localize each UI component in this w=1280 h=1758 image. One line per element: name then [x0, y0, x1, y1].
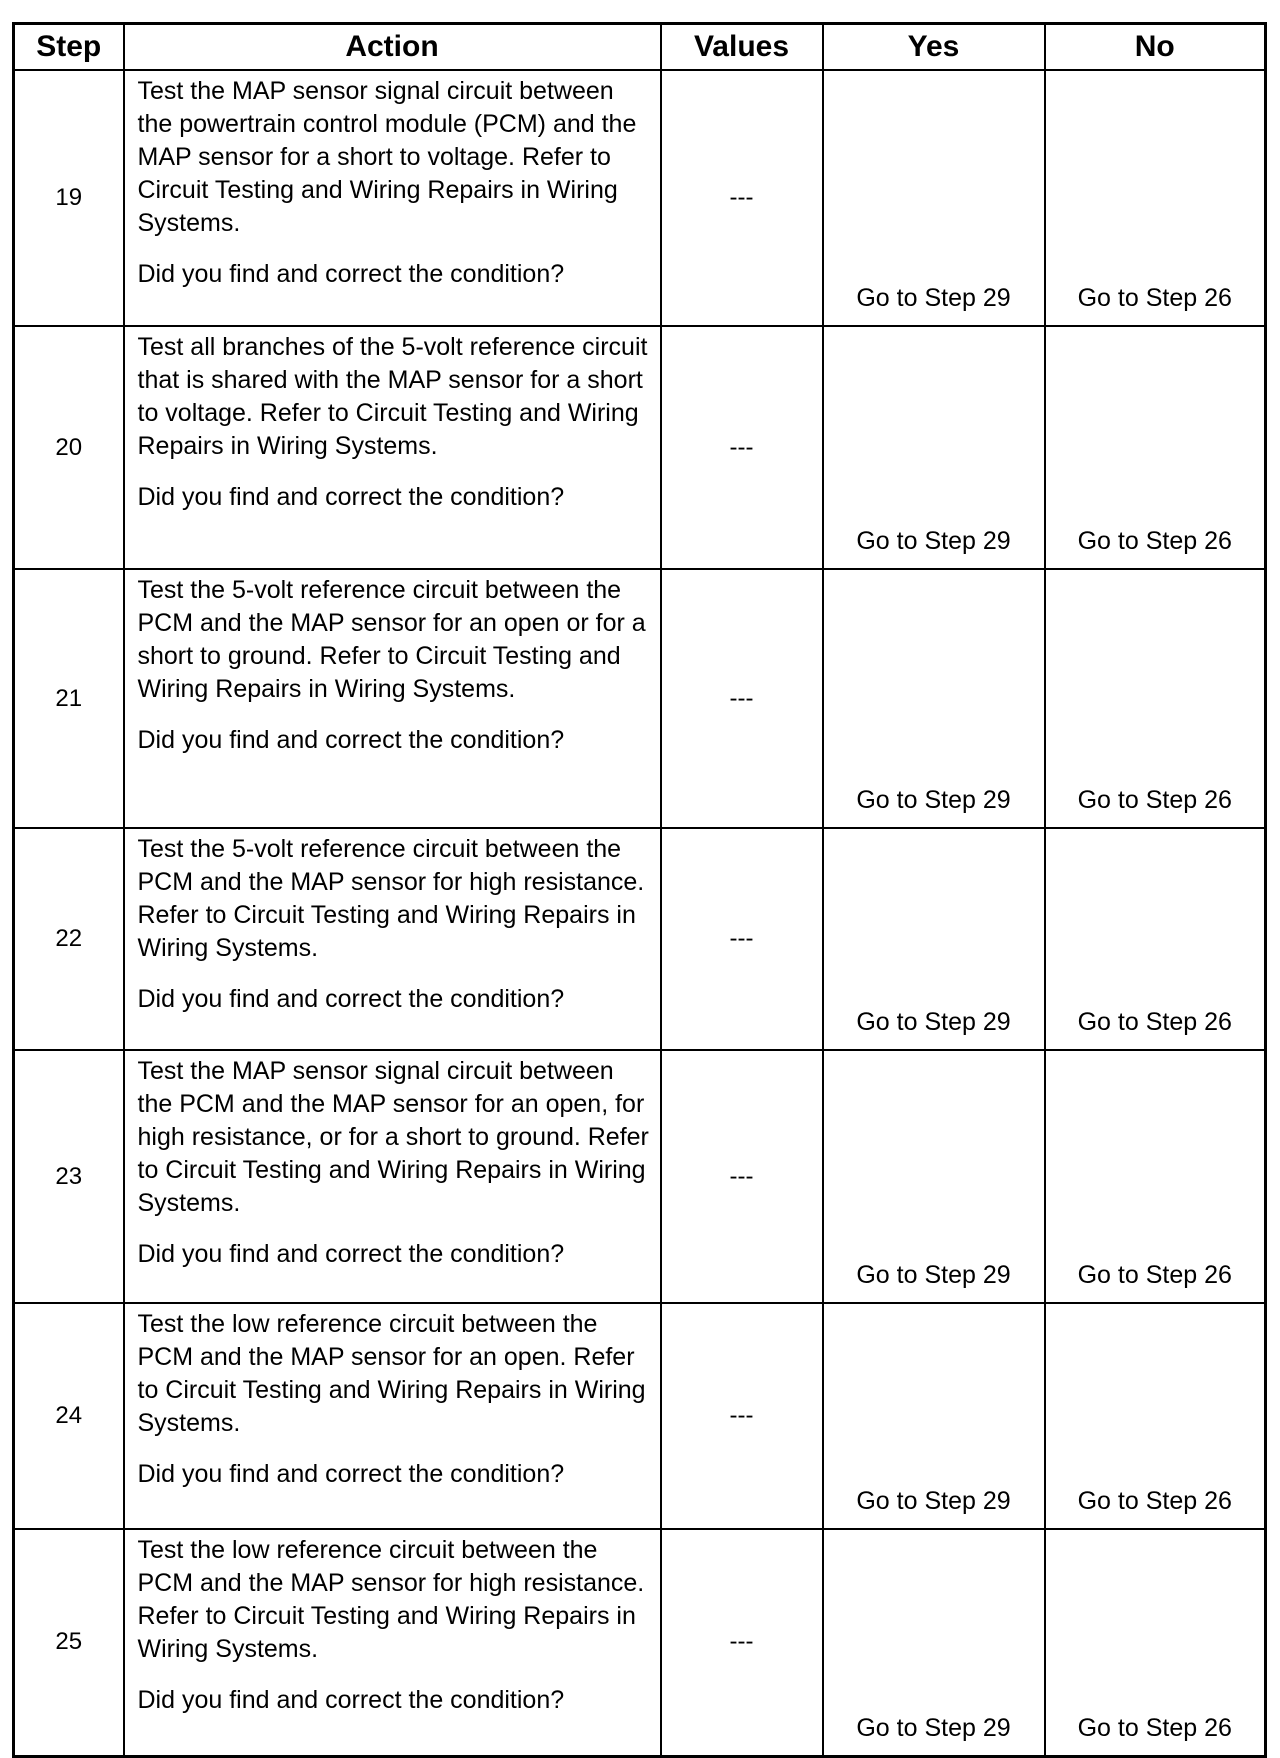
yes-cell: Go to Step 29	[823, 569, 1045, 828]
value-cell: ---	[661, 326, 823, 569]
step-number: 19	[14, 70, 124, 326]
header-row	[14, 24, 1266, 71]
action-question: Did you find and correct the condition?	[137, 1686, 565, 1714]
action-text: Test the low reference circuit between the PCM and the MAP sensor for high resistance. Refer to Circuit Testing and Wiring Repairs in Wiring Systems.	[137, 1536, 645, 1663]
action-question: Did you find and correct the condition?	[137, 260, 565, 288]
action-question: Did you find and correct the condition?	[137, 726, 565, 754]
step-number: 23	[14, 1050, 124, 1303]
action-question: Did you find and correct the condition?	[137, 1240, 565, 1268]
table-row	[14, 326, 1266, 569]
yes-cell: Go to Step 29	[823, 70, 1045, 326]
action-question: Did you find and correct the condition?	[137, 985, 565, 1013]
action-cell	[124, 1303, 661, 1529]
step-number: 24	[14, 1303, 124, 1529]
action-cell	[124, 1529, 661, 1756]
value-cell: ---	[661, 1529, 823, 1756]
value-cell: ---	[661, 70, 823, 326]
table-row	[14, 70, 1266, 326]
no-cell: Go to Step 26	[1045, 569, 1266, 828]
action-cell	[124, 326, 661, 569]
header-yes: Yes	[823, 24, 1045, 71]
diagnostic-table	[12, 22, 1267, 1758]
action-cell	[124, 1050, 661, 1303]
table-row	[14, 828, 1266, 1050]
action-text: Test all branches of the 5-volt reference circuit that is shared with the MAP sensor for a short to voltage. Refer to Circuit Testing and Wiring Repairs in Wiring Systems.	[137, 333, 648, 460]
action-text: Test the 5-volt reference circuit between the PCM and the MAP sensor for an open or for a short to ground. Refer to Circuit Testing and Wiring Repairs in Wiring Systems.	[137, 576, 646, 703]
header-no: No	[1045, 24, 1266, 71]
action-text: Test the low reference circuit between the PCM and the MAP sensor for an open. Refer to Circuit Testing and Wiring Repairs in Wiring Systems.	[137, 1310, 646, 1437]
action-question: Did you find and correct the condition?	[137, 483, 565, 511]
action-question: Did you find and correct the condition?	[137, 1460, 565, 1488]
table-row	[14, 1050, 1266, 1303]
action-cell	[124, 828, 661, 1050]
yes-cell: Go to Step 29	[823, 828, 1045, 1050]
yes-cell: Go to Step 29	[823, 1303, 1045, 1529]
step-number: 21	[14, 569, 124, 828]
header-values: Values	[661, 24, 823, 71]
step-number: 25	[14, 1529, 124, 1756]
action-cell	[124, 569, 661, 828]
action-text: Test the 5-volt reference circuit between the PCM and the MAP sensor for high resistance. Refer to Circuit Testing and Wiring Repairs in Wiring Systems.	[137, 835, 645, 962]
header-step: Step	[14, 24, 124, 71]
value-cell: ---	[661, 828, 823, 1050]
step-number: 20	[14, 326, 124, 569]
value-cell: ---	[661, 569, 823, 828]
no-cell: Go to Step 26	[1045, 828, 1266, 1050]
no-cell: Go to Step 26	[1045, 1303, 1266, 1529]
value-cell: ---	[661, 1303, 823, 1529]
no-cell: Go to Step 26	[1045, 1050, 1266, 1303]
table-row	[14, 1303, 1266, 1529]
step-number: 22	[14, 828, 124, 1050]
yes-cell: Go to Step 29	[823, 326, 1045, 569]
table-row	[14, 1529, 1266, 1756]
yes-cell: Go to Step 29	[823, 1050, 1045, 1303]
action-cell	[124, 70, 661, 326]
header-action: Action	[124, 24, 661, 71]
value-cell: ---	[661, 1050, 823, 1303]
table-row	[14, 569, 1266, 828]
yes-cell: Go to Step 29	[823, 1529, 1045, 1756]
no-cell: Go to Step 26	[1045, 1529, 1266, 1756]
no-cell: Go to Step 26	[1045, 326, 1266, 569]
action-text: Test the MAP sensor signal circuit between the PCM and the MAP sensor for an open, for high resistance, or for a short to ground. Refer to Circuit Testing and Wiring Repairs in Wiring Systems.	[137, 1057, 649, 1217]
action-text: Test the MAP sensor signal circuit between the powertrain control module (PCM) and the MAP sensor for a short to voltage. Refer to Circuit Testing and Wiring Repairs in Wiring Systems.	[137, 77, 637, 237]
no-cell: Go to Step 26	[1045, 70, 1266, 326]
